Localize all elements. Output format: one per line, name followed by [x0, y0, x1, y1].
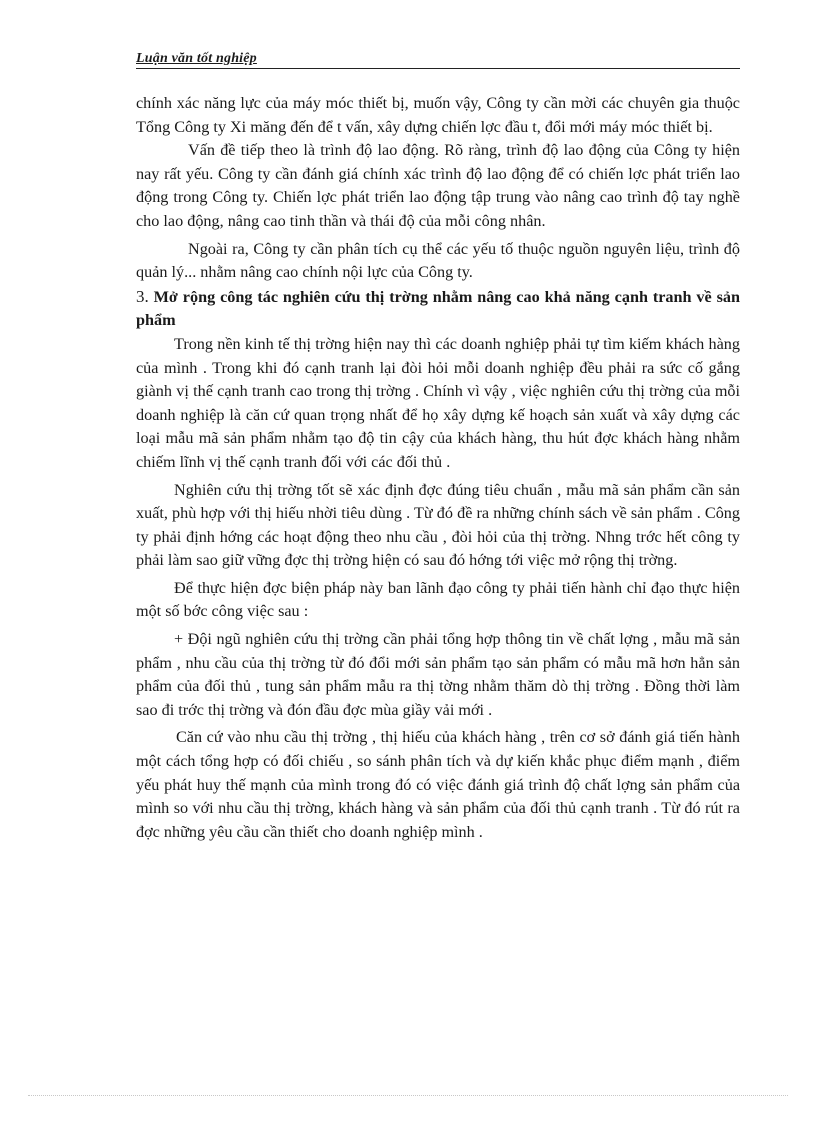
page-bottom-divider — [28, 1095, 788, 1096]
paragraph-5: Nghiên cứu thị trờng tốt sẽ xác định đợc đúng tiêu chuẩn , mẫu mã sản phẩm cần sản xuất, phù hợp với thị hiếu nhời tiêu dùng . Từ đó đề ra những chính sách về sản phẩm . Công ty phải định hớng các hoạt động theo nhu cầu , đòi hỏi của thị trờng. Nhng trớc hết công ty phải làm sao giữ vững đợc thị trờng hiện có sau đó hớng tới việc mở rộng thị trờng. — [136, 480, 740, 570]
page-header — [136, 50, 740, 69]
document-body — [136, 92, 740, 844]
section-heading-text: Mở rộng công tác nghiên cứu thị trờng nhằm nâng cao khả năng cạnh tranh về sản phẩm — [136, 287, 740, 330]
paragraph-1: chính xác năng lực của máy móc thiết bị, muốn vậy, Công ty cần mời các chuyên gia thuộc Tổng Công ty Xi măng đến để t vấn, xây dựng chiến lợc đầu t, đổi mới máy móc thiết bị. — [136, 94, 740, 136]
paragraph-8: Căn cứ vào nhu cầu thị trờng , thị hiếu của khách hàng , trên cơ sở đánh giá tiến hành một cách tổng hợp có đối chiếu , so sánh phân tích và dự kiến khắc phục điểm mạnh , điểm yếu phát huy thế mạnh của mình trong đó có việc đánh giá trình độ chất lợng sản phẩm của mình so với nhu cầu thị trờng, khách hàng và sản phẩm của đối thủ cạnh tranh . Từ đó rút ra đợc những yêu cầu cần thiết cho doanh nghiệp mình . — [136, 728, 740, 841]
header-title: Luận văn tốt nghiệp — [136, 51, 257, 66]
paragraph-4: Trong nền kinh tế thị trờng hiện nay thì các doanh nghiệp phải tự tìm kiếm khách hàng của mình . Trong khi đó cạnh tranh lại đòi hỏi mỗi doanh nghiệp đều phải ra sức cố gắng giành vị thế cạnh tranh cao trong thị trờng . Chính vì vậy , việc nghiên cứu thị trờng của mỗi doanh nghiệp là căn cứ quan trọng nhất để họ xây dựng kế hoạch sản xuất và xây dựng các loại mẫu mã sản phẩm nhằm tạo độ tin cậy của khách hàng, thu hút đợc khách hàng nhằm chiếm lĩnh vị thế cạnh tranh đối với các đối thủ . — [136, 334, 740, 471]
paragraph-7-bullet: + Đội ngũ nghiên cứu thị trờng cần phải tổng hợp thông tin về chất lợng , mẫu mã sản phẩm , nhu cầu của thị trờng từ đó đổi mới sản phẩm tạo sản phẩm có mẫu mã hơn hẳn sản phẩm của đối thủ , tung sản phẩm mẫu ra thị tờng nhằm thăm dò thị trờng . Đồng thời làm sao đi trớc thị trờng và đón đầu đợc mùa giầy vải mới . — [136, 630, 740, 719]
paragraph-2: Vấn đề tiếp theo là trình độ lao động. Rõ ràng, trình độ lao động của Công ty hiện nay rất yếu. Công ty cần đánh giá chính xác trình độ lao động để có chiến lợc phát triển lao động trong Công ty. Chiến lợc phát triển lao động tập trung vào nâng cao trình độ tay nghề cho lao động, nâng cao tinh thần và thái độ của mỗi công nhân. — [136, 141, 740, 230]
paragraph-6: Để thực hiện đợc biện pháp này ban lãnh đạo công ty phải tiến hành chỉ đạo thực hiện một số bớc công việc sau : — [136, 578, 740, 621]
section-heading — [136, 285, 740, 333]
paragraph-3: Ngoài ra, Công ty cần phân tích cụ thể các yếu tố thuộc nguồn nguyên liệu, trình độ quản lý... nhằm nâng cao chính nội lực của Công ty. — [136, 239, 740, 282]
section-number: 3. — [136, 286, 149, 306]
